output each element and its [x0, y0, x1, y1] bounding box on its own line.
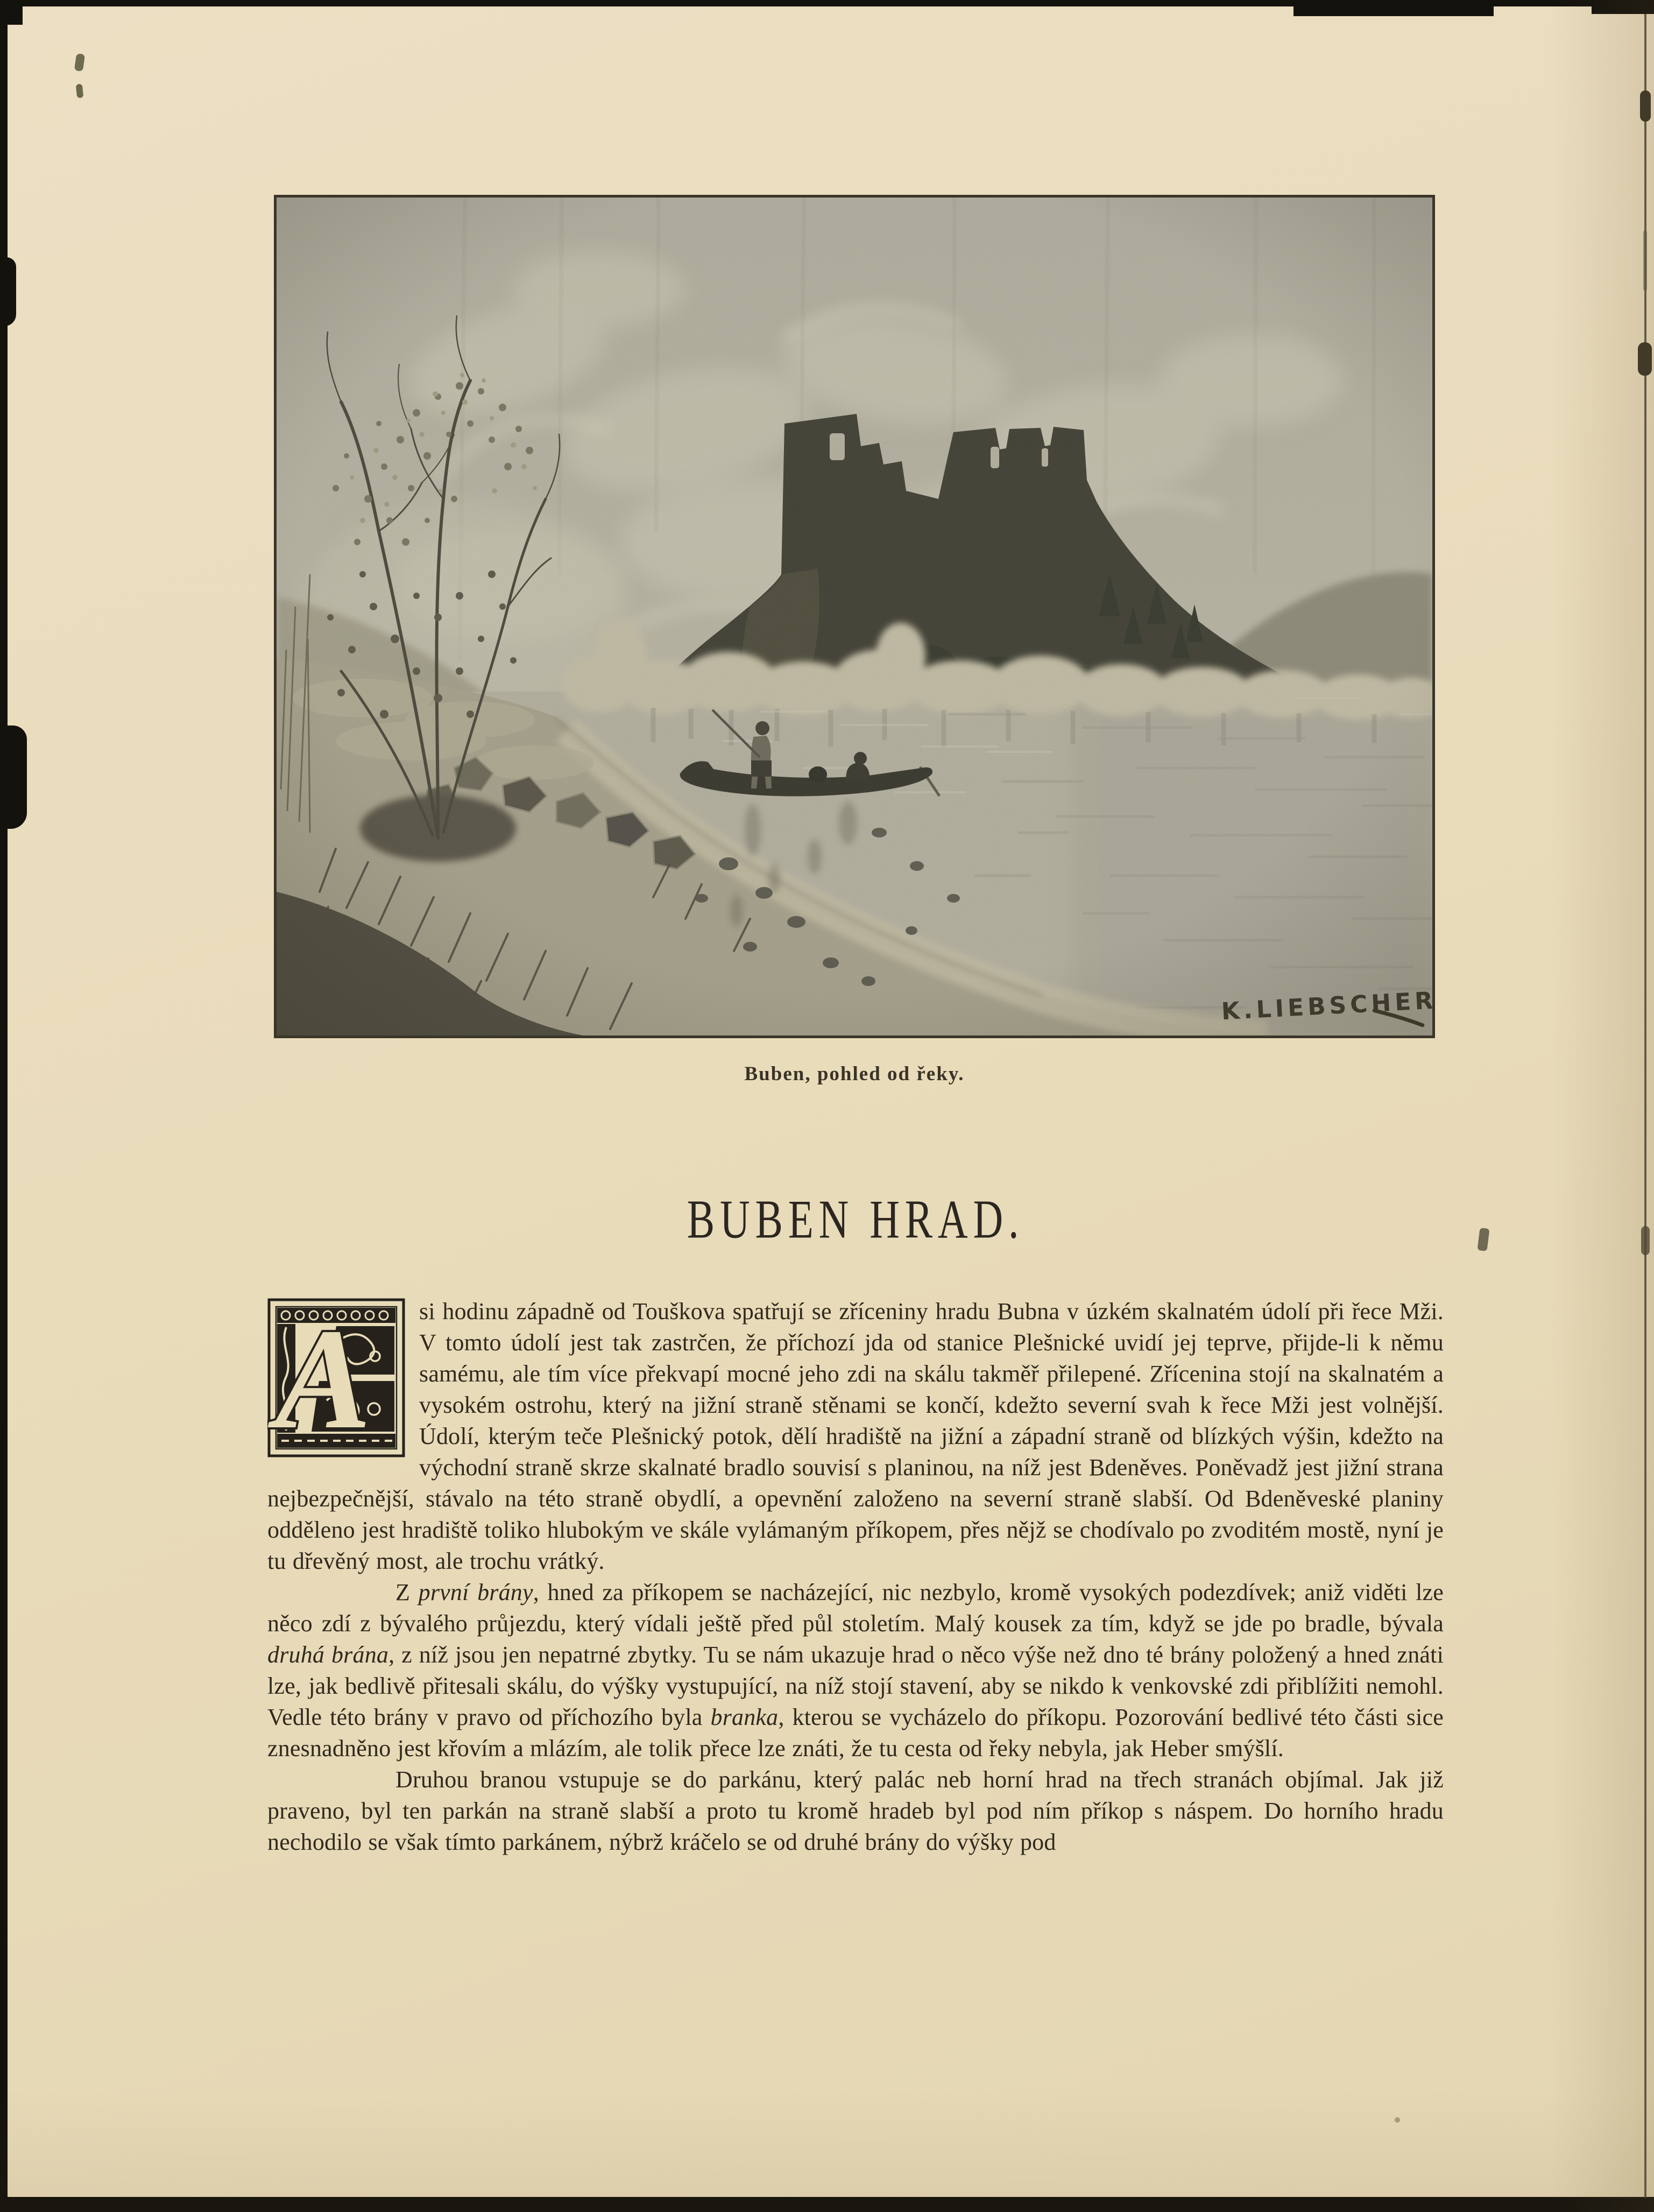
scan-blob-right-1 — [1640, 90, 1651, 122]
paragraph-1-text: si hodinu západně od Touškova spatřují se zříceniny hradu Bubna v úzkém skalnatém údolí při řece Mži. V tomto údolí jest tak zastrčen, že příchozí jda od stanice Plešnické uvidí jej teprve, přijde-li k němu samému, ale tím více překvapí mocné jeho zdi na skálu takměř přilepené. Zřícenina stojí na skalnatém a vysokém ostrohu, který na jižní straně stěnami se končí, kdežto severní svah k řece Mži jest volnější. Údolí, kterým teče Plešnický potok, dělí hradiště na jižní a západní straně od blízkých výšin, kdežto na východní straně skrze skalnaté bradlo souvisí s planinou, na níž jest Bdeněves. Poněvadž jest jižní strana nejbezpečnější, stávalo na této straně obydlí, a opevnění založeno na severní straně slabší. Od Bdeněveské planiny odděleno jest hradiště toliko hlubokým ve skále vylámaným příkopem, přes nějž se chodívalo po zvoditém mostě, nyní je tu dřevěný most, ale trochu vrátký. — [267, 1298, 1444, 1574]
margin-ink-mark — [1478, 1228, 1490, 1251]
illustration-caption: Buben, pohled od řeky. — [744, 1063, 965, 1085]
scan-dash-right — [1643, 230, 1647, 291]
scan-blob-left-2 — [0, 725, 27, 829]
scan-corner-top-left — [0, 0, 23, 25]
paragraph-2-text: , kterou se vycházelo do příkopu. Pozorování bedlivé této části sice znesnadněno jest křovím a mlázím, ale tolik přece lze znáti, že tu cesta od řeky nebyla, jak Heber smýšlí. — [267, 1704, 1444, 1762]
photo-vignette — [277, 198, 1432, 1035]
title-block — [267, 1190, 1444, 1249]
scan-corner-top-right — [1592, 0, 1654, 14]
binding-shadow — [1550, 0, 1654, 2212]
paper-dot — [1395, 2117, 1400, 2123]
initial-letter: A — [275, 1299, 372, 1457]
scan-edge-left — [0, 0, 8, 2212]
paragraph-2-text: , hned za příkopem se nacházející, nic nezbylo, kromě vysokých podezdívek; aniž viděti lze něco zdí z bývalého průjezdu, který vídali ještě před půl stoletím. Malý kousek za tím, když se jde po bradle, bývala — [267, 1579, 1444, 1637]
ornamental-initial-A — [267, 1298, 405, 1457]
paragraph-1 — [267, 1296, 1444, 1577]
term-first-gate: první brány — [418, 1579, 533, 1605]
scan-edge-top — [0, 0, 1654, 6]
scan-edge-bottom — [0, 2197, 1654, 2212]
paragraph-2-text: Z — [395, 1579, 419, 1605]
illustration-plate — [274, 195, 1435, 1038]
scan-edge-top-thick — [1293, 0, 1494, 16]
paper-speck-2 — [76, 83, 84, 98]
term-second-gate: druhá brána — [267, 1642, 389, 1668]
body-text — [267, 1296, 1444, 1858]
paragraph-2-text: , z níž jsou jen nepatrné zbytky. Tu se nám ukazuje hrad o něco výše než dno té brány položený a hned znáti lze, jak bedlivě přitesali skálu, do výšky vystupující, na níž stojí stavení, aby se nikdo k venkovské zdi přiblížiti nemohl. Vedle této brány v pravo od příchozího byla — [267, 1642, 1444, 1730]
page-title: BUBEN HRAD. — [687, 1189, 1024, 1250]
scan-blob-left-1 — [0, 257, 16, 326]
term-wicket: branka — [710, 1704, 779, 1730]
castle-river-illustration — [277, 198, 1432, 1035]
bottom-shadow — [0, 2088, 1654, 2212]
paper-speck-1 — [74, 53, 85, 72]
scan-blob-right-2 — [1638, 342, 1652, 376]
scan-binding-line — [1644, 14, 1646, 2198]
paragraph-2 — [267, 1577, 1444, 1764]
scan-blob-right-3 — [1641, 1226, 1650, 1255]
paragraph-3-text: Druhou branou vstupuje se do parkánu, který palác neb horní hrad na třech stranách objímal. Jak již praveno, byl ten parkán na straně slabší a proto tu kromě hradeb byl pod ním příkop s náspem. Do horního hradu nechodilo se však tímto parkánem, nýbrž kráčelo se od druhé brány do výšky pod — [267, 1766, 1444, 1855]
drop-cap-initial — [267, 1298, 405, 1457]
paragraph-3 — [267, 1764, 1444, 1858]
